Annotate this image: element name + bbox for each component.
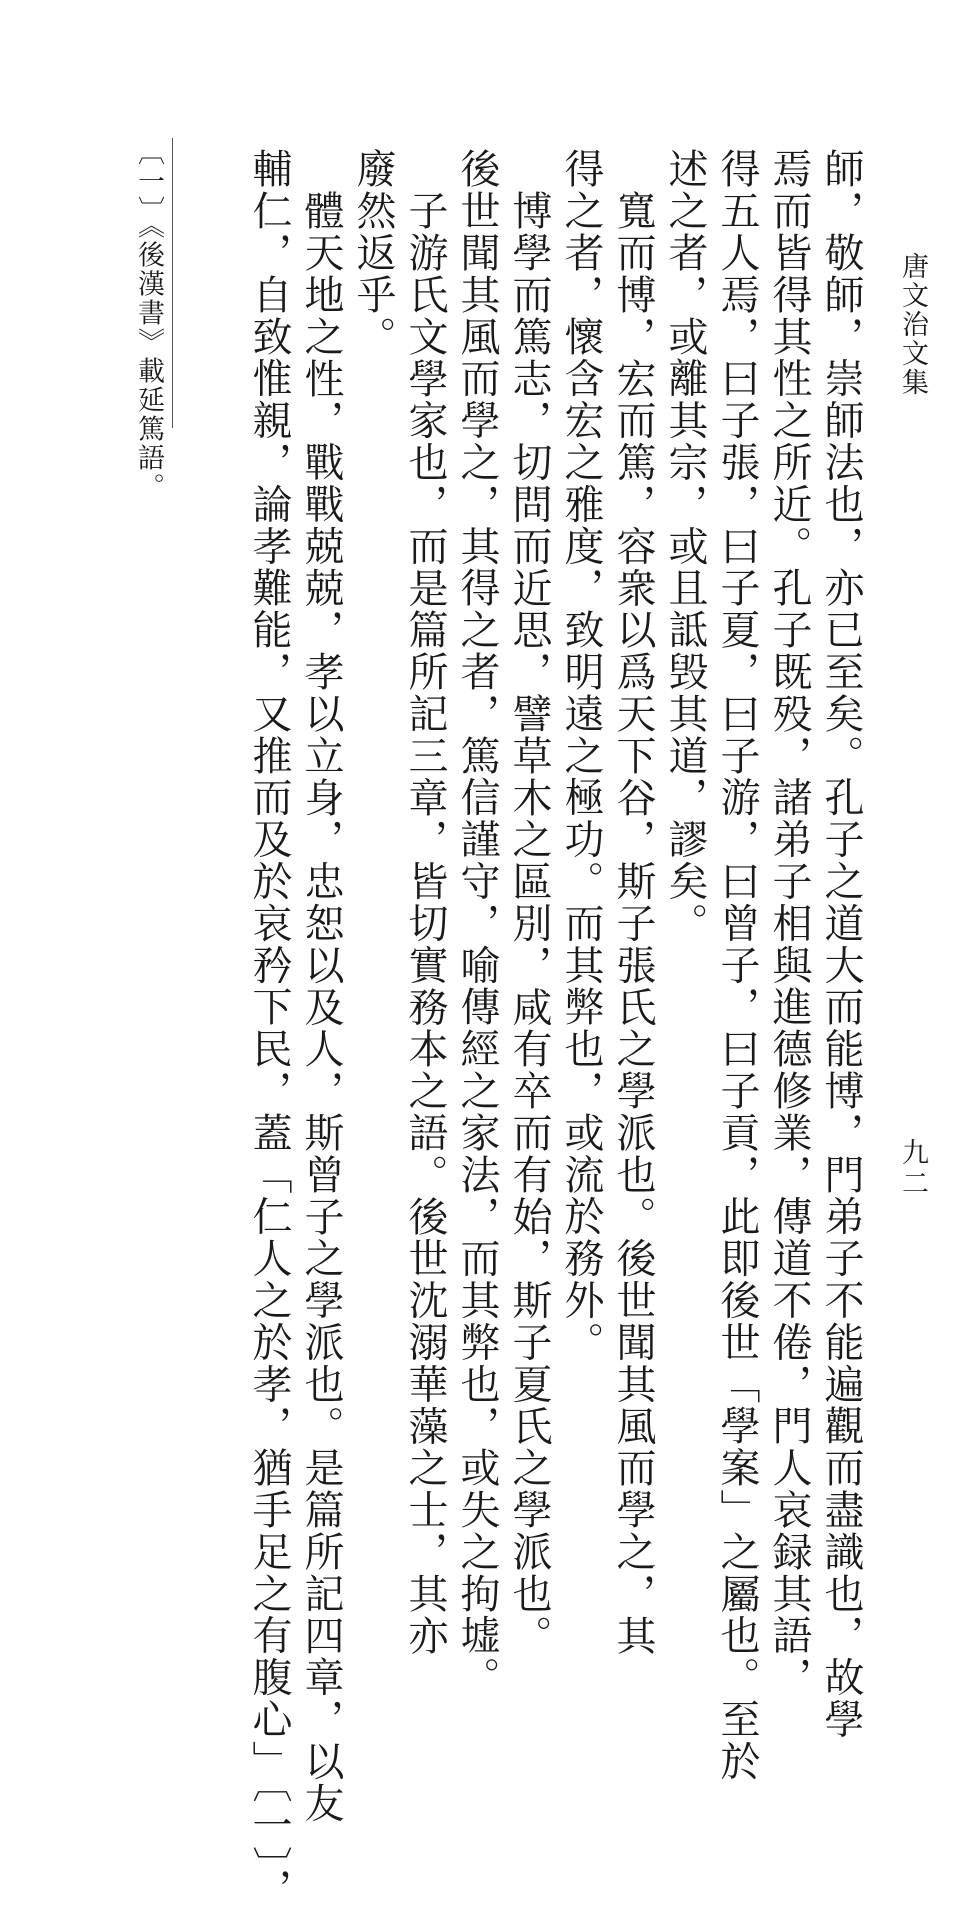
- body-column: 師，敬師，崇師法也，亦已至矣。孔子之道大而能博，門弟子不能遍觀而盡識也，故學: [818, 148, 864, 1741]
- body-column: 得之者，懷含宏之雅度，致明遠之極功。而其弊也，或流於務外。: [558, 148, 604, 1364]
- page-number: 九二: [897, 1138, 928, 1200]
- footnote: 〔一〕《後漢書》載延篤語。: [133, 138, 164, 502]
- body-column: 體天地之性，戰戰兢兢，孝以立身，忠恕以及人，斯曾子之學派也。是篇所記四章，以友: [298, 190, 344, 1825]
- body-column: 寬而博，宏而篤，容衆以爲天下谷，斯子張氏之學派也。後世聞其風而學之，其: [610, 190, 656, 1657]
- body-column: 博學而篤志，切問而近思，譬草木之區別，咸有卒而有始，斯子夏氏之學派也。: [506, 190, 552, 1657]
- body-column: 子游氏文學家也，而是篇所記三章，皆切實務本之語。後世沈溺華藻之士，其亦: [402, 190, 448, 1657]
- body-column: 廢然返乎。: [350, 148, 396, 358]
- body-column: 後世聞其風而學之，其得之者，篤信謹守，喻傳經之家法，而其弊也，或失之拘墟。: [454, 148, 500, 1699]
- footnote-divider: [172, 138, 173, 428]
- body-column: 述之者，或離其宗，或且詆毁其道，謬矣。: [662, 148, 708, 945]
- body-column: 焉而皆得其性之所近。孔子既殁，諸弟子相與進德修業，傳道不倦，門人哀録其語，: [766, 148, 812, 1699]
- running-title: 唐文治文集: [897, 252, 928, 397]
- body-column: 輔仁，自致惟親，論孝難能，又推而及於哀矜下民，蓋「仁人之於孝，猶手足之有腹心」〔一〕，: [246, 148, 292, 1910]
- body-column: 得五人焉，曰子張，曰子夏，曰子游，曰曾子，曰子貢，此即後世「學案」之屬也。至於: [714, 148, 760, 1783]
